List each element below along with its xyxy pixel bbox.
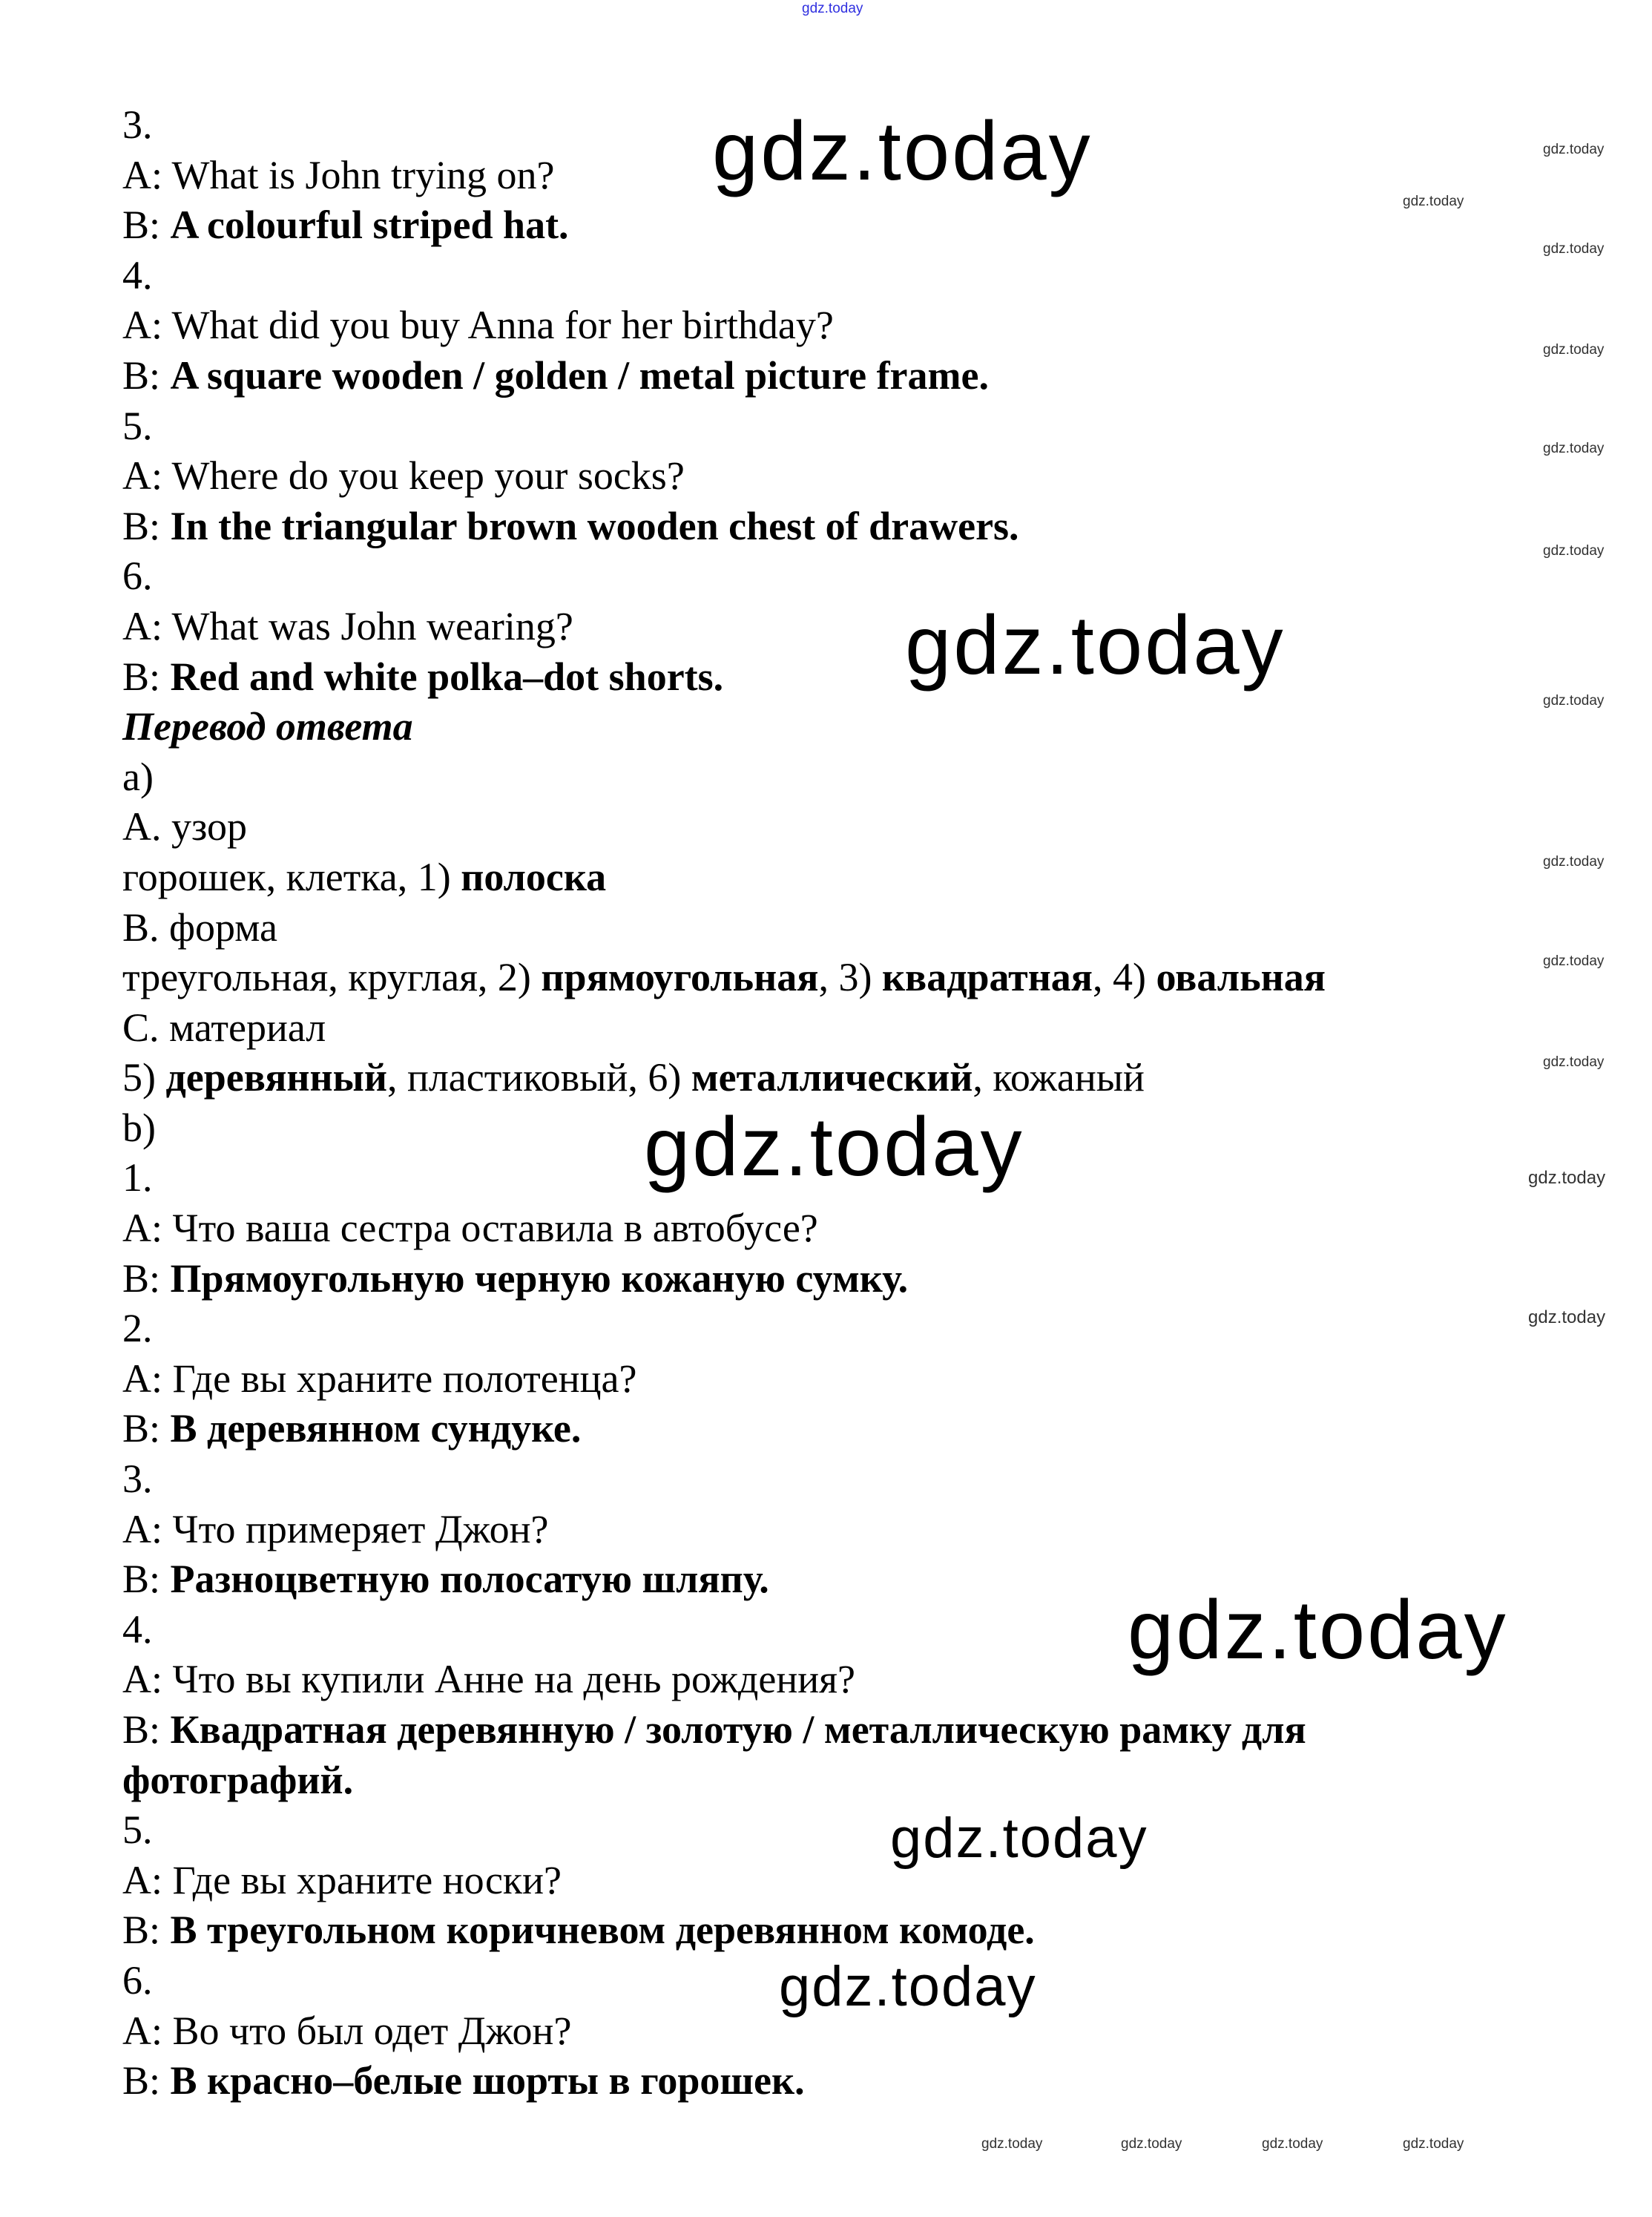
text: B: <box>122 503 171 548</box>
text-line <box>122 752 1569 803</box>
text-line <box>122 1905 1569 1956</box>
text: B: <box>122 203 171 248</box>
watermark-large: gdz.today <box>644 1100 1024 1193</box>
text-line <box>122 602 1569 652</box>
text: A: What did you buy Anna for her birthday? <box>122 303 834 348</box>
text-line <box>122 652 1569 703</box>
watermark-large: gdz.today <box>712 105 1093 197</box>
text: 4. <box>122 1606 153 1652</box>
text-line <box>122 351 1569 401</box>
text: 3. <box>122 102 153 147</box>
text: C. материал <box>122 1005 326 1050</box>
bold-text: Перевод ответа <box>122 704 413 749</box>
text-line <box>122 401 1569 452</box>
text: A: Where do you keep your socks? <box>122 453 685 499</box>
watermark-small: gdz.today <box>1543 142 1605 157</box>
text: A: Что примеряет Джон? <box>122 1506 549 1551</box>
text: A: Где вы храните полотенца? <box>122 1356 637 1401</box>
watermark-top[interactable]: gdz.today <box>802 1 863 16</box>
text-line <box>122 251 1569 301</box>
text: B: <box>122 352 171 398</box>
text-line <box>122 1003 1569 1054</box>
text: A: Что вы купили Анне на день рождения? <box>122 1657 855 1702</box>
watermark-small: gdz.today <box>1528 1307 1606 1327</box>
watermark-small: gdz.today <box>1403 194 1464 209</box>
text-line <box>122 1354 1569 1405</box>
bold-text: В треугольном коричневом деревянном комоде. <box>170 1908 1035 1953</box>
bold-text: металлический <box>691 1055 973 1100</box>
text-line <box>122 2056 1569 2106</box>
watermark-small: gdz.today <box>981 2136 1043 2152</box>
watermark-small: gdz.today <box>1543 1054 1605 1070</box>
text: 5. <box>122 403 153 448</box>
watermark-large: gdz.today <box>905 599 1286 692</box>
text-line <box>122 300 1569 351</box>
text: B: <box>122 1908 171 1953</box>
text-line <box>122 1203 1569 1254</box>
watermark-small: gdz.today <box>1543 693 1605 709</box>
watermark-large: gdz.today <box>1128 1583 1508 1676</box>
watermark-small: gdz.today <box>1543 543 1605 559</box>
bold-text: В деревянном сундуке. <box>170 1406 582 1451</box>
watermark-small: gdz.today <box>1543 342 1605 358</box>
text-line <box>122 551 1569 602</box>
text: треугольная, круглая, 2) <box>122 955 542 1000</box>
bold-text: полоска <box>461 854 607 899</box>
watermark-small: gdz.today <box>1121 2136 1182 2152</box>
text: 4. <box>122 252 153 298</box>
bold-text: фотографий. <box>122 1757 354 1802</box>
text-line <box>122 1805 1569 1856</box>
watermark-small: gdz.today <box>1543 854 1605 870</box>
watermark-small: gdz.today <box>1403 2136 1464 2152</box>
text: B: <box>122 1707 171 1752</box>
text-line <box>122 953 1569 1003</box>
text-line <box>122 802 1569 853</box>
text: B: <box>122 654 171 699</box>
text: A: What was John wearing? <box>122 603 573 648</box>
text: B: <box>122 2058 171 2103</box>
text-line <box>122 1053 1569 1103</box>
text: 5. <box>122 1807 153 1853</box>
bold-text: A colourful striped hat. <box>170 203 569 248</box>
bold-text: Red and white polka–dot shorts. <box>170 654 724 699</box>
bold-text: прямоугольная <box>541 955 819 1000</box>
bold-text: овальная <box>1156 955 1326 1000</box>
text-line <box>122 451 1569 502</box>
text: 5) <box>122 1055 166 1100</box>
text-line <box>122 1505 1569 1555</box>
bold-text: In the triangular brown wooden chest of drawers. <box>170 503 1019 548</box>
text: 3. <box>122 1456 153 1502</box>
bold-text: Квадратная деревянную / золотую / металлическую рамку для <box>170 1707 1306 1752</box>
text: 2. <box>122 1306 153 1351</box>
watermark-medium: gdz.today <box>890 1807 1148 1870</box>
watermark-small: gdz.today <box>1528 1168 1606 1188</box>
bold-text: Разноцветную полосатую шляпу. <box>170 1557 769 1602</box>
text: A: Во что был одет Джон? <box>122 2008 572 2053</box>
text: 6. <box>122 554 153 599</box>
text: A: What is John trying on? <box>122 152 555 197</box>
text-line <box>122 502 1569 552</box>
text-line <box>122 1304 1569 1354</box>
text: горошек, клетка, 1) <box>122 854 461 899</box>
text-line <box>122 903 1569 953</box>
watermark-small: gdz.today <box>1543 241 1605 257</box>
text: a) <box>122 754 154 799</box>
text-line <box>122 1856 1569 1906</box>
text: , 3) <box>818 955 882 1000</box>
watermark-small: gdz.today <box>1262 2136 1323 2152</box>
bold-text: В красно–белые шорты в горошек. <box>170 2058 805 2103</box>
text-line <box>122 1404 1569 1454</box>
bold-text: A square wooden / golden / metal picture frame. <box>170 352 989 398</box>
text: B: <box>122 1406 171 1451</box>
bold-text: Прямоугольную черную кожаную сумку. <box>170 1255 909 1301</box>
text-line <box>122 1755 1569 1806</box>
text: A. узор <box>122 804 248 850</box>
watermark-small: gdz.today <box>1543 441 1605 456</box>
text: B: <box>122 1255 171 1301</box>
text: , 4) <box>1093 955 1156 1000</box>
text-line <box>122 1254 1569 1304</box>
watermark-medium: gdz.today <box>779 1955 1037 2018</box>
text: B. форма <box>122 904 277 950</box>
bold-text: квадратная <box>881 955 1093 1000</box>
text: , пластиковый, 6) <box>386 1055 691 1100</box>
text: 6. <box>122 1957 153 2003</box>
text-line <box>122 702 1569 752</box>
text: 1. <box>122 1155 153 1201</box>
text-line <box>122 853 1569 903</box>
watermark-small: gdz.today <box>1543 953 1605 969</box>
bold-text: деревянный <box>165 1055 387 1100</box>
text-line <box>122 1705 1569 1755</box>
text: A: Что ваша сестра оставила в автобусе? <box>122 1206 818 1251</box>
text-line <box>122 200 1569 251</box>
text: B: <box>122 1557 171 1602</box>
text: b) <box>122 1105 156 1150</box>
text: , кожаный <box>973 1055 1145 1100</box>
text-line <box>122 1454 1569 1505</box>
text: A: Где вы храните носки? <box>122 1857 562 1902</box>
